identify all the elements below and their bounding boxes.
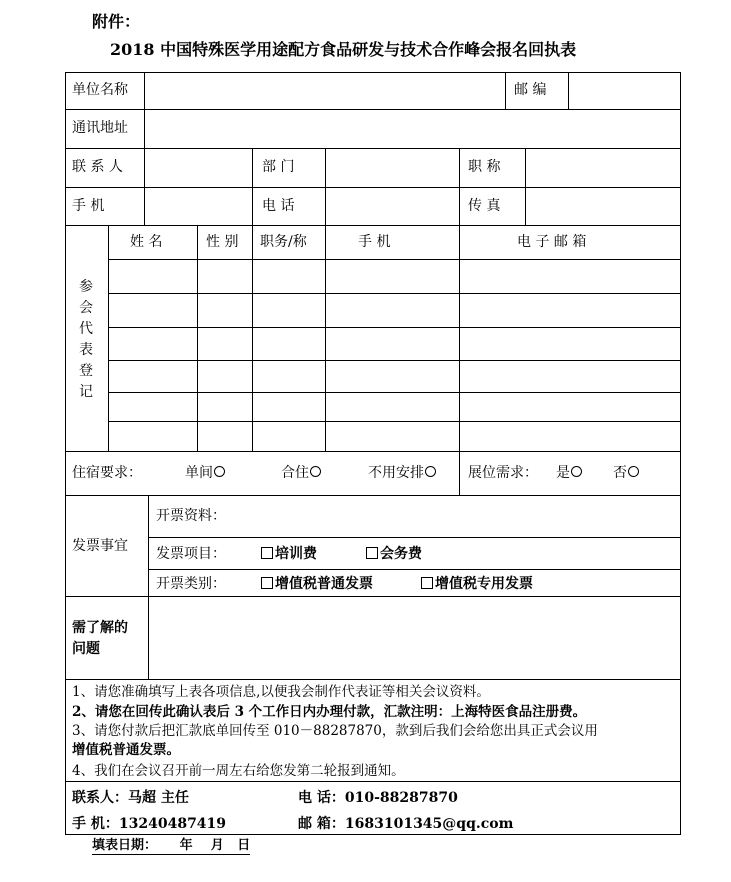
mobile-label: 手 机 [72,198,105,214]
address-label: 通讯地址 [72,120,128,136]
postcode-field[interactable] [570,74,678,107]
fax-label: 传 真 [468,198,501,214]
booth-label: 展位需求： [468,465,538,481]
attendee-section-label: 参会代表登记 [79,279,93,400]
note-item: 1、请您准确填写上表各项信息,以便我会制作代表证等相关会议资料。 [72,684,490,700]
radio-circle-icon[interactable] [214,466,225,477]
invoice-type-normal-text: 增值税普通发票 [275,576,373,592]
contact-email [298,815,513,833]
phone-field[interactable] [327,189,457,223]
table-row[interactable] [109,422,680,451]
fax-field[interactable] [527,189,678,223]
invoice-info-field[interactable] [230,498,678,535]
lodging-option-shared[interactable] [281,464,321,482]
booth-option-yes-text: 是 [556,465,570,481]
booth-option-no[interactable] [613,464,639,482]
lodging-option-none-text: 不用安排 [368,465,424,481]
contact-phone-value: 010-88287870 [344,790,458,806]
department-label: 部 门 [262,159,295,175]
mobile-field[interactable] [146,189,250,223]
contact-email-label: 邮 箱： [298,816,345,832]
radio-circle-icon[interactable] [425,466,436,477]
lodging-option-single-text: 单间 [185,465,213,481]
column-email: 电 子 邮 箱 [517,234,587,250]
lodging-option-single[interactable] [185,464,225,482]
unit-name-label: 单位名称 [72,82,128,98]
table-row[interactable] [109,328,680,360]
contact-email-value: 1683101345@qq.com [344,816,514,832]
checkbox-icon[interactable] [421,577,433,589]
note-item: 增值税普通发票。 [72,742,180,758]
column-gender: 性 别 [206,234,239,250]
postcode-label: 邮 编 [514,82,547,98]
column-mobile: 手 机 [358,234,391,250]
invoice-item-conference[interactable] [366,545,422,563]
contact-phone [298,789,458,807]
contact-label: 联 系 人 [72,159,123,175]
attachment-label: 附件： [92,12,141,31]
contact-field[interactable] [146,150,250,185]
invoice-type-special-text: 增值税专用发票 [435,576,533,592]
note-item: 4、我们在会议召开前一周左右给您发第二轮报到通知。 [72,763,405,779]
contact-mobile-label: 手 机： [72,816,119,832]
booth-option-no-text: 否 [613,465,627,481]
lodging-option-none[interactable] [368,464,436,482]
invoice-info-label: 开票资料： [156,508,226,524]
invoice-type-special[interactable] [421,575,533,593]
questions-label: 需了解的问题 [72,620,128,657]
contact-mobile [72,815,226,833]
radio-circle-icon[interactable] [310,466,321,477]
table-row[interactable] [109,393,680,421]
checkbox-icon[interactable] [366,547,378,559]
fill-date: 填表日期： 年 月 日 [92,838,251,853]
contact-person: 联系人：马超 主任 [72,790,189,806]
unit-name-field[interactable] [146,74,503,107]
contact-phone-label: 电 话： [298,790,345,806]
column-name: 姓 名 [130,234,163,250]
position-label: 职 称 [468,159,501,175]
invoice-type-label: 开票类别： [156,576,226,592]
table-row[interactable] [109,294,680,327]
radio-circle-icon[interactable] [571,466,582,477]
lodging-option-shared-text: 合住 [281,465,309,481]
radio-circle-icon[interactable] [628,466,639,477]
invoice-label: 发票事宜 [72,538,128,554]
address-field[interactable] [146,111,678,146]
table-row[interactable] [109,260,680,293]
column-title: 职务/称 [260,234,307,250]
checkbox-icon[interactable] [261,547,273,559]
page-title: 2018 中国特殊医学用途配方食品研发与技术合作峰会报名回执表 [110,40,577,59]
invoice-type-normal[interactable] [261,575,373,593]
checkbox-icon[interactable] [261,577,273,589]
questions-field[interactable] [150,598,678,677]
phone-label: 电 话 [262,198,295,214]
note-item: 3、请您付款后把汇款底单回传至 010－88287870，款到后我们会给您出具正式会议用 [72,723,598,739]
table-row[interactable] [109,361,680,392]
contact-mobile-value: 13240487419 [118,816,227,832]
invoice-item-conference-text: 会务费 [380,546,422,562]
invoice-item-training[interactable] [261,545,317,563]
invoice-item-training-text: 培训费 [275,546,317,562]
lodging-label: 住宿要求： [72,465,142,481]
booth-option-yes[interactable] [556,464,582,482]
invoice-item-label: 发票项目： [156,546,226,562]
note-item: 2、请您在回传此确认表后 3 个工作日内办理付款，汇款注明：上海特医食品注册费。 [72,704,587,720]
department-field[interactable] [327,150,457,185]
position-field[interactable] [527,150,678,185]
